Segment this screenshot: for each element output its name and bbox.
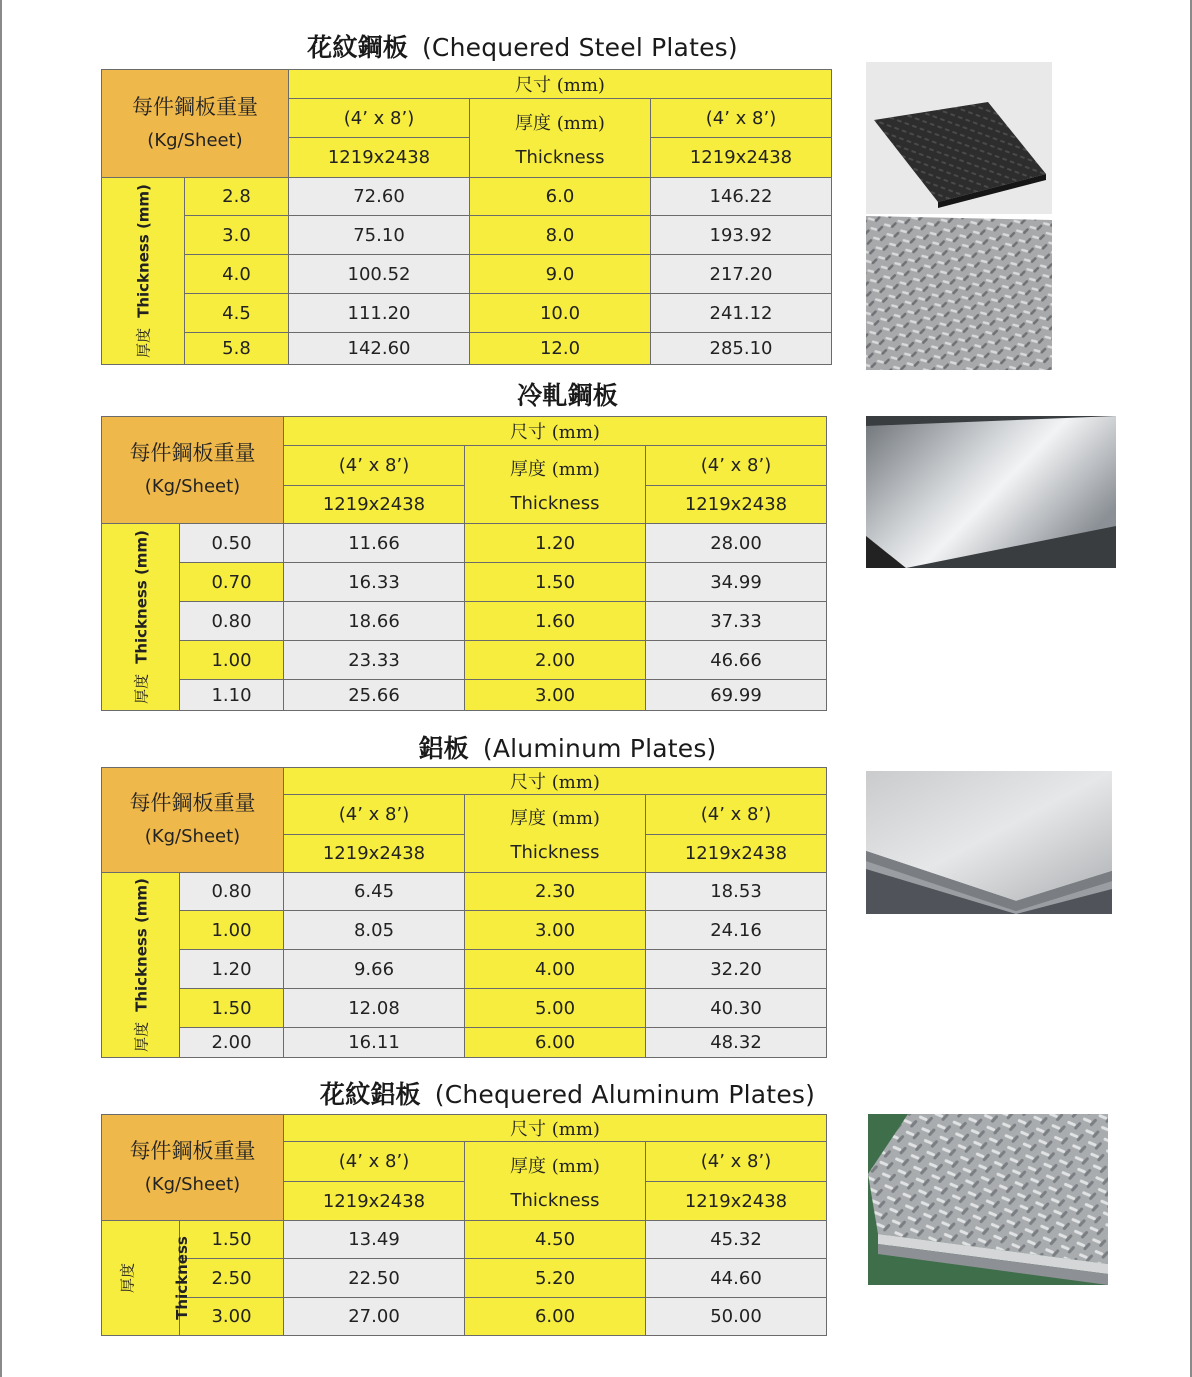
section-title-chequered-steel — [100, 28, 945, 64]
thickness-header: 厚度 (mm) Thickness — [470, 99, 651, 178]
thickness-cell: 4.5 — [185, 294, 289, 333]
weight-cell: 23.33 — [284, 641, 465, 680]
thickness-cell: 1.20 — [465, 524, 646, 563]
thickness-cell: 1.50 — [180, 989, 284, 1028]
chequered-aluminum-photo — [868, 1114, 1108, 1285]
thickness-cell: 2.8 — [185, 178, 289, 216]
thickness-cell: 4.0 — [185, 255, 289, 294]
col1-subheader: 1219x2438 — [284, 835, 465, 873]
weight-cell: 12.08 — [284, 989, 465, 1028]
size-header: 尺寸 (mm) — [289, 70, 832, 99]
thickness-cell: 6.00 — [465, 1298, 646, 1336]
thickness-cell: 2.00 — [465, 641, 646, 680]
col1-subheader: 1219x2438 — [289, 138, 470, 178]
table-row — [102, 333, 832, 365]
weight-header-cn: 每件鋼板重量 — [132, 94, 258, 119]
weight-header — [102, 70, 289, 178]
weight-cell: 46.66 — [646, 641, 827, 680]
thickness-cell: 5.00 — [465, 989, 646, 1028]
weight-cell: 25.66 — [284, 680, 465, 711]
table-row — [102, 294, 832, 333]
side-thickness-label: 厚度Thickness (mm) — [102, 873, 180, 1058]
weight-cell: 142.60 — [289, 333, 470, 365]
col1-subheader: 1219x2438 — [284, 486, 465, 524]
thickness-cell: 3.0 — [185, 216, 289, 255]
thickness-header: 厚度 (mm) Thickness — [465, 1142, 646, 1221]
table-row — [102, 680, 827, 711]
cold-rolled-steel-photo — [866, 416, 1116, 568]
section-title-cn: 鋁板 — [418, 734, 469, 763]
table-row — [102, 1221, 827, 1259]
col3-header: (4’ x 8’) — [651, 99, 832, 138]
weight-cell: 18.66 — [284, 602, 465, 641]
thickness-cell: 3.00 — [465, 911, 646, 950]
thickness-cell: 5.8 — [185, 333, 289, 365]
thickness-cell: 1.10 — [180, 680, 284, 711]
weight-cell: 22.50 — [284, 1259, 465, 1298]
table-row — [102, 989, 827, 1028]
size-header: 尺寸 (mm) — [284, 768, 827, 795]
weight-cell: 75.10 — [289, 216, 470, 255]
weight-cell: 45.32 — [646, 1221, 827, 1259]
weight-header: 每件鋼板重量 (Kg/Sheet) — [102, 417, 284, 524]
thickness-cell: 2.30 — [465, 873, 646, 911]
table-row — [102, 602, 827, 641]
table-row — [102, 1298, 827, 1336]
section-title-en: (Aluminum Plates) — [482, 734, 717, 763]
section-title-aluminum — [100, 729, 1035, 765]
weight-cell: 193.92 — [651, 216, 832, 255]
section-title-en: (Chequered Aluminum Plates) — [434, 1080, 816, 1109]
thickness-cell: 1.00 — [180, 641, 284, 680]
weight-cell: 9.66 — [284, 950, 465, 989]
thickness-cell: 1.00 — [180, 911, 284, 950]
col3-header: (4’ x 8’) — [646, 795, 827, 835]
weight-cell: 6.45 — [284, 873, 465, 911]
weight-cell: 241.12 — [651, 294, 832, 333]
col3-subheader: 1219x2438 — [651, 138, 832, 178]
weight-cell: 11.66 — [284, 524, 465, 563]
thickness-cell: 10.0 — [470, 294, 651, 333]
thickness-cell: 4.50 — [465, 1221, 646, 1259]
table-row — [102, 641, 827, 680]
thickness-cell: 2.50 — [180, 1259, 284, 1298]
thickness-cell: 3.00 — [465, 680, 646, 711]
col1-subheader: 1219x2438 — [284, 1182, 465, 1221]
weight-cell: 18.53 — [646, 873, 827, 911]
thickness-cell: 1.60 — [465, 602, 646, 641]
weight-cell: 24.16 — [646, 911, 827, 950]
thickness-cell: 0.50 — [180, 524, 284, 563]
weight-header: 每件鋼板重量 (Kg/Sheet) — [102, 1115, 284, 1221]
weight-cell: 111.20 — [289, 294, 470, 333]
weight-cell: 40.30 — [646, 989, 827, 1028]
table-row — [102, 1259, 827, 1298]
thickness-cell: 9.0 — [470, 255, 651, 294]
col1-header: (4’ x 8’) — [284, 1142, 465, 1182]
thickness-cell: 6.00 — [465, 1028, 646, 1058]
diamond-steel-plate-photo — [866, 216, 1052, 370]
weight-header: 每件鋼板重量 (Kg/Sheet) — [102, 768, 284, 873]
col3-header: (4’ x 8’) — [646, 446, 827, 486]
col3-subheader: 1219x2438 — [646, 835, 827, 873]
table-row — [102, 178, 832, 216]
thickness-cell: 5.20 — [465, 1259, 646, 1298]
col3-header: (4’ x 8’) — [646, 1142, 827, 1182]
table-row — [102, 216, 832, 255]
thickness-cell: 1.20 — [180, 950, 284, 989]
thickness-cell: 0.70 — [180, 563, 284, 602]
section-title-en: (Chequered Steel Plates) — [421, 33, 738, 62]
size-header: 尺寸 (mm) — [284, 417, 827, 446]
weight-cell: 13.49 — [284, 1221, 465, 1259]
weight-cell: 44.60 — [646, 1259, 827, 1298]
weight-cell: 100.52 — [289, 255, 470, 294]
table-row — [102, 524, 827, 563]
thickness-cell: 3.00 — [180, 1298, 284, 1336]
thickness-cell: 8.0 — [470, 216, 651, 255]
table-row — [102, 1028, 827, 1058]
weight-cell: 16.33 — [284, 563, 465, 602]
col1-header: (4’ x 8’) — [284, 795, 465, 835]
weight-cell: 285.10 — [651, 333, 832, 365]
thickness-header: 厚度 (mm) Thickness — [465, 446, 646, 524]
weight-cell: 34.99 — [646, 563, 827, 602]
aluminum-plate-photo — [866, 771, 1112, 914]
col1-header: (4’ x 8’) — [289, 99, 470, 138]
spec-table-chequered-steel — [101, 69, 832, 365]
thickness-cell: 1.50 — [180, 1221, 284, 1259]
thickness-cell: 12.0 — [470, 333, 651, 365]
thickness-cell: 4.00 — [465, 950, 646, 989]
thickness-cell: 1.50 — [465, 563, 646, 602]
weight-cell: 72.60 — [289, 178, 470, 216]
side-thickness-label: 厚度 Thickness — [102, 1221, 180, 1336]
section-title-cn: 花紋鋼板 — [307, 33, 408, 62]
col3-subheader: 1219x2438 — [646, 486, 827, 524]
weight-cell: 8.05 — [284, 911, 465, 950]
thickness-cell: 2.00 — [180, 1028, 284, 1058]
weight-cell: 146.22 — [651, 178, 832, 216]
col1-header: (4’ x 8’) — [284, 446, 465, 486]
thickness-cell: 0.80 — [180, 873, 284, 911]
col3-subheader: 1219x2438 — [646, 1182, 827, 1221]
table-row — [102, 255, 832, 294]
section-title-cn: 冷軋鋼板 — [517, 381, 618, 410]
weight-cell: 27.00 — [284, 1298, 465, 1336]
table-row — [102, 563, 827, 602]
side-thickness-label: 厚度Thickness (mm) — [102, 524, 180, 711]
weight-cell: 37.33 — [646, 602, 827, 641]
weight-cell: 48.32 — [646, 1028, 827, 1058]
weight-cell: 28.00 — [646, 524, 827, 563]
spec-table-aluminum — [101, 767, 827, 1058]
page-left-edge — [0, 0, 2, 1377]
spec-table-chequered-aluminum — [101, 1114, 827, 1336]
section-title-cold-rolled — [100, 376, 1035, 412]
side-thickness-label: 厚度Thickness (mm) — [102, 178, 185, 365]
weight-header-en: (Kg/Sheet) — [147, 129, 243, 151]
size-header: 尺寸 (mm) — [284, 1115, 827, 1142]
weight-cell: 69.99 — [646, 680, 827, 711]
spec-table-cold-rolled — [101, 416, 827, 711]
weight-cell: 217.20 — [651, 255, 832, 294]
weight-cell: 50.00 — [646, 1298, 827, 1336]
chequered-steel-plate-photo — [866, 62, 1052, 214]
thickness-header: 厚度 (mm) Thickness — [465, 795, 646, 873]
weight-cell: 32.20 — [646, 950, 827, 989]
table-row — [102, 950, 827, 989]
table-row — [102, 873, 827, 911]
section-title-cn: 花紋鋁板 — [319, 1080, 421, 1109]
weight-cell: 16.11 — [284, 1028, 465, 1058]
table-row — [102, 911, 827, 950]
section-title-chequered-aluminum — [100, 1075, 1035, 1111]
thickness-cell: 0.80 — [180, 602, 284, 641]
thickness-cell: 6.0 — [470, 178, 651, 216]
